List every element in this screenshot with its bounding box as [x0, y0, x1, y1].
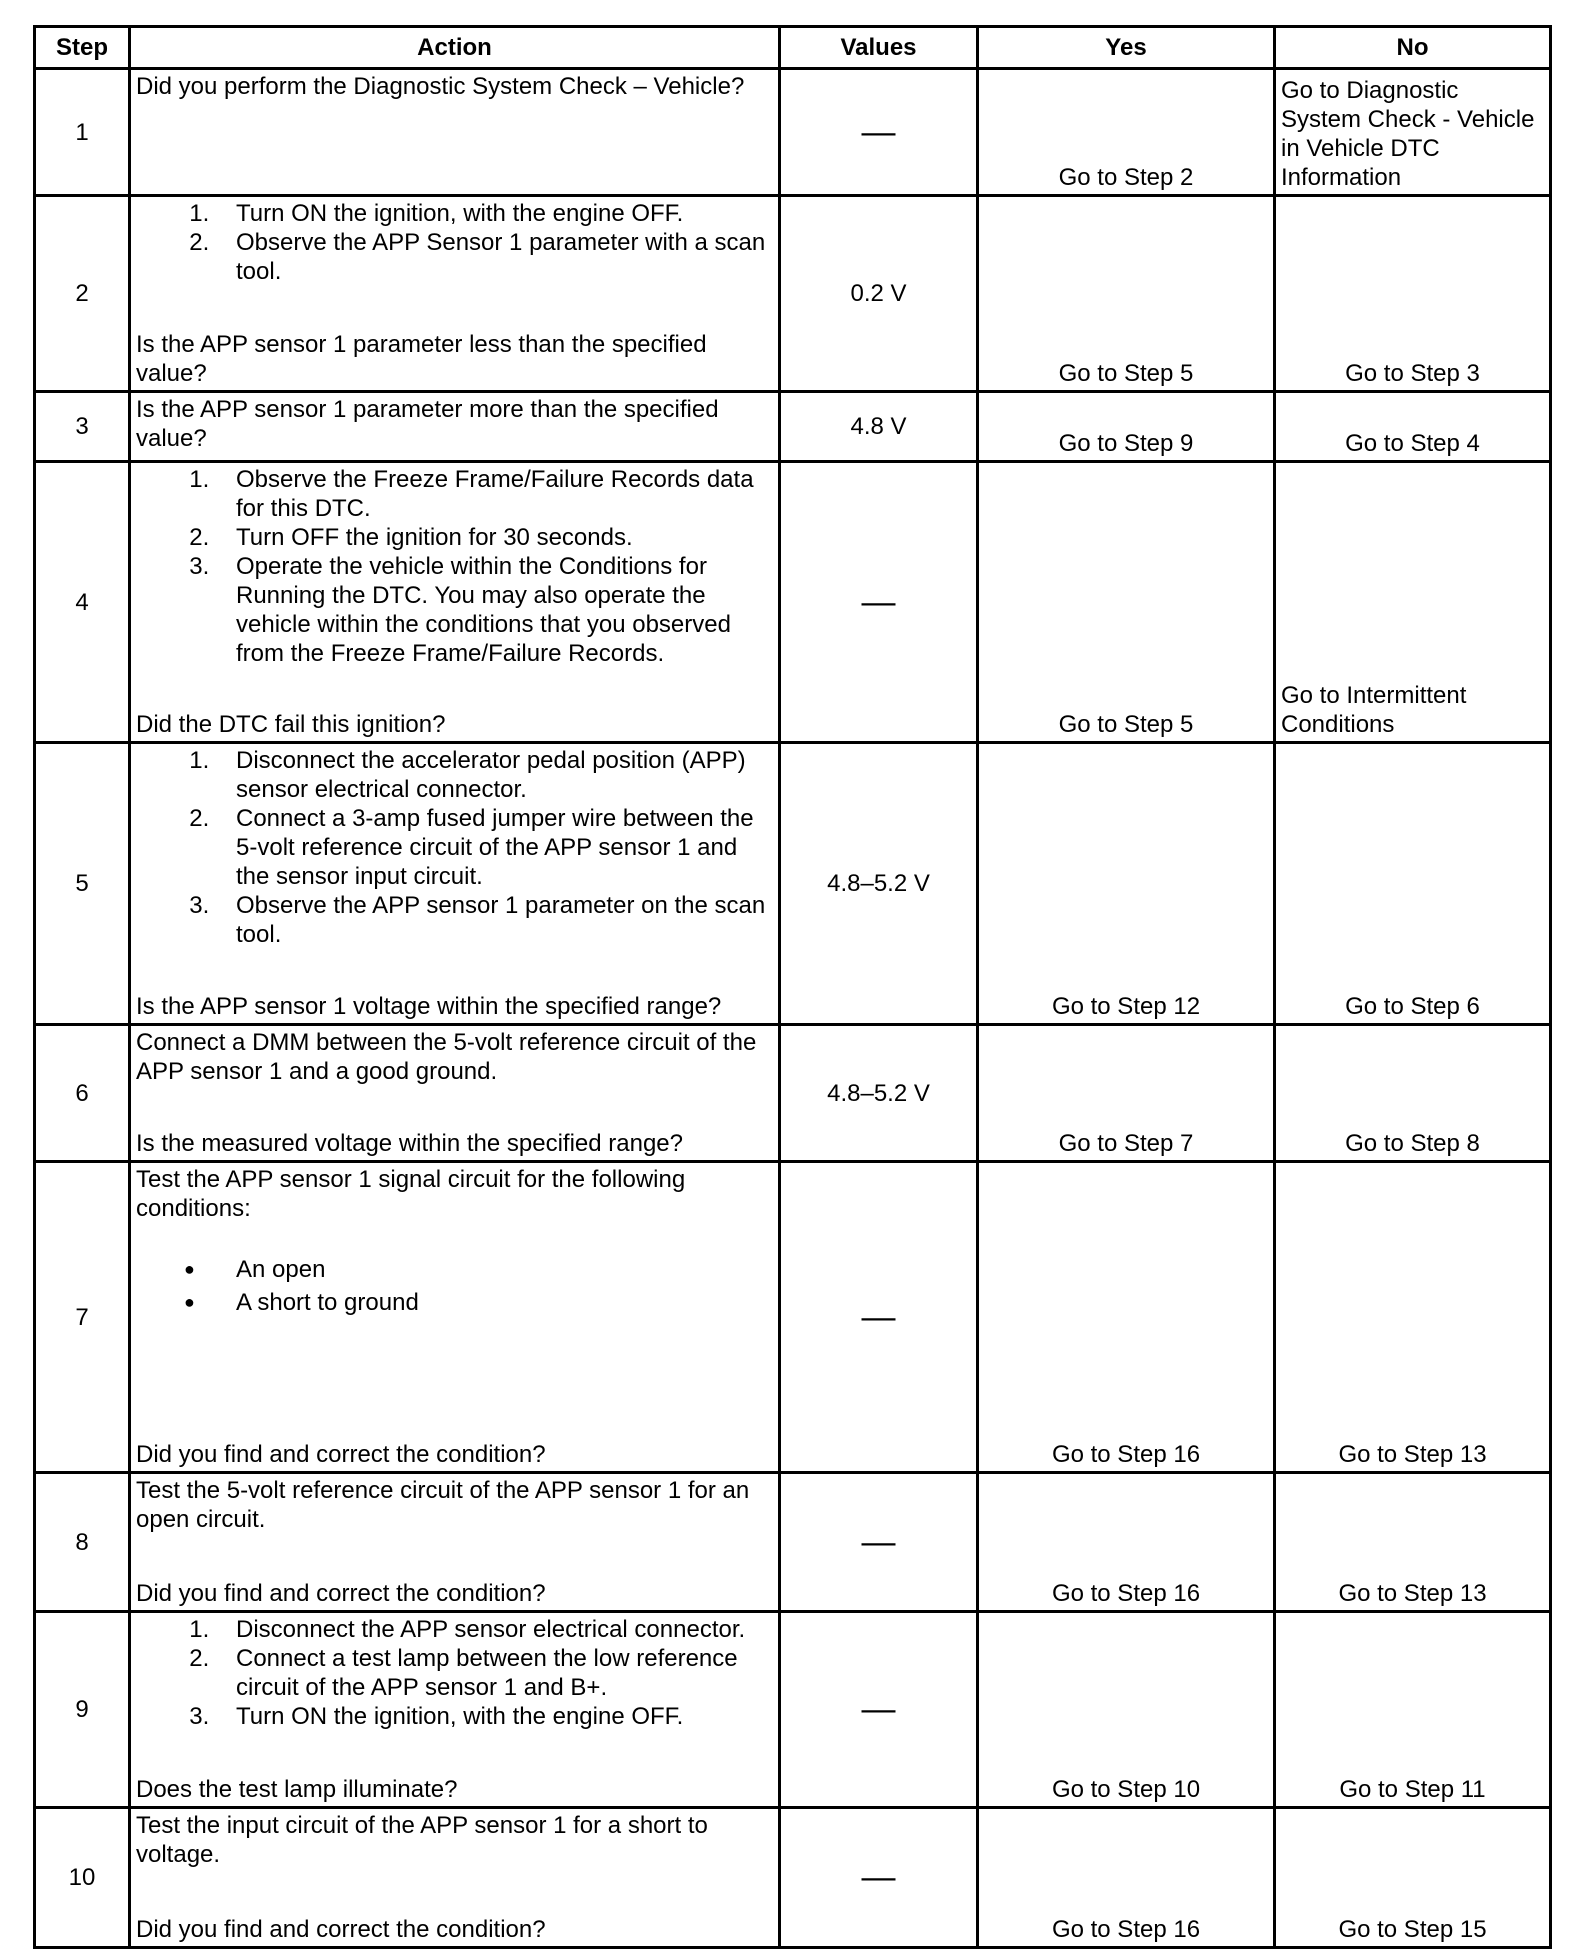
no-cell: Go to Step 8: [1275, 1025, 1551, 1162]
no-cell: Go to Step 4: [1275, 392, 1551, 462]
action-cell: [130, 1162, 780, 1473]
step-number: 6: [35, 1025, 130, 1162]
action-steps: [136, 746, 773, 949]
action-text: Test the input circuit of the APP sensor 1 for a short to voltage.: [136, 1812, 708, 1868]
step-number: 7: [35, 1162, 130, 1473]
action-step: 2. Connect a test lamp between the low reference circuit of the APP sensor 1 and B+.: [236, 1644, 773, 1702]
no-cell: Go to Step 11: [1275, 1612, 1551, 1808]
table-row: [35, 392, 1551, 462]
action-question: Does the test lamp illuminate?: [136, 1776, 458, 1803]
header-yes: Yes: [978, 27, 1275, 69]
no-cell: Go to Step 15: [1275, 1808, 1551, 1948]
action-question: Did you find and correct the condition?: [136, 1580, 546, 1607]
no-cell: Go to Step 13: [1275, 1162, 1551, 1473]
header-row: [35, 27, 1551, 69]
action-step: 1. Disconnect the APP sensor electrical connector.: [236, 1615, 773, 1644]
action-step: 2. Turn OFF the ignition for 30 seconds.: [236, 523, 773, 552]
action-question: Is the APP sensor 1 parameter more than the specified value?: [136, 396, 719, 452]
action-cell: [130, 743, 780, 1025]
action-question: Did the DTC fail this ignition?: [136, 711, 446, 738]
no-cell: Go to Step 6: [1275, 743, 1551, 1025]
step-number: 5: [35, 743, 130, 1025]
header-step: Step: [35, 27, 130, 69]
action-step: 1. Turn ON the ignition, with the engine OFF.: [236, 199, 773, 228]
condition-item: ● An open: [236, 1255, 773, 1284]
table-row: [35, 1473, 1551, 1612]
action-question: Is the APP sensor 1 voltage within the specified range?: [136, 993, 722, 1020]
step-number: 10: [35, 1808, 130, 1948]
action-text: Did you perform the Diagnostic System Check – Vehicle?: [136, 73, 745, 100]
value-cell: —: [780, 69, 978, 196]
action-steps: [136, 1615, 773, 1731]
value-cell: —: [780, 1808, 978, 1948]
table-row: [35, 1025, 1551, 1162]
action-question: Did you find and correct the condition?: [136, 1441, 546, 1468]
value-cell: 0.2 V: [780, 196, 978, 392]
action-cell: [130, 1808, 780, 1948]
action-step: 3. Observe the APP sensor 1 parameter on the scan tool.: [236, 891, 773, 949]
action-step: 1. Disconnect the accelerator pedal position (APP) sensor electrical connector.: [236, 746, 773, 804]
no-cell: Go to Intermittent Conditions: [1275, 462, 1551, 743]
action-question: Is the measured voltage within the specified range?: [136, 1130, 683, 1157]
action-cell: [130, 392, 780, 462]
action-step: 2. Connect a 3-amp fused jumper wire between the 5-volt reference circuit of the APP sensor 1 and the sensor input circuit.: [236, 804, 773, 891]
table-row: [35, 743, 1551, 1025]
action-question: Did you find and correct the condition?: [136, 1916, 546, 1943]
yes-cell: Go to Step 12: [978, 743, 1275, 1025]
header-action: Action: [130, 27, 780, 69]
action-question: Is the APP sensor 1 parameter less than the specified value?: [136, 331, 707, 387]
action-steps: [136, 465, 773, 668]
value-cell: —: [780, 1473, 978, 1612]
header-values: Values: [780, 27, 978, 69]
action-step: 3. Turn ON the ignition, with the engine OFF.: [236, 1702, 773, 1731]
no-cell: Go to Diagnostic System Check - Vehicle in Vehicle DTC Information: [1275, 69, 1551, 196]
value-cell: 4.8 V: [780, 392, 978, 462]
diagnostic-table: [33, 25, 1552, 1949]
action-cell: [130, 69, 780, 196]
action-cell: [130, 196, 780, 392]
no-cell: Go to Step 3: [1275, 196, 1551, 392]
step-number: 8: [35, 1473, 130, 1612]
step-number: 1: [35, 69, 130, 196]
yes-cell: Go to Step 5: [978, 196, 1275, 392]
step-number: 9: [35, 1612, 130, 1808]
yes-cell: Go to Step 9: [978, 392, 1275, 462]
action-cell: [130, 1612, 780, 1808]
action-text: Connect a DMM between the 5-volt reference circuit of the APP sensor 1 and a good ground.: [136, 1029, 757, 1085]
yes-cell: Go to Step 16: [978, 1162, 1275, 1473]
value-cell: —: [780, 1162, 978, 1473]
step-number: 2: [35, 196, 130, 392]
action-text: Test the 5-volt reference circuit of the APP sensor 1 for an open circuit.: [136, 1477, 750, 1533]
header-no: No: [1275, 27, 1551, 69]
table-row: [35, 196, 1551, 392]
table-row: [35, 1612, 1551, 1808]
no-cell: Go to Step 13: [1275, 1473, 1551, 1612]
step-number: 4: [35, 462, 130, 743]
table-row: [35, 462, 1551, 743]
action-steps: [136, 199, 773, 286]
value-cell: —: [780, 1612, 978, 1808]
table-row: [35, 1808, 1551, 1948]
value-cell: 4.8–5.2 V: [780, 1025, 978, 1162]
yes-cell: Go to Step 16: [978, 1473, 1275, 1612]
yes-cell: Go to Step 10: [978, 1612, 1275, 1808]
action-cell: [130, 1473, 780, 1612]
action-cell: [130, 1025, 780, 1162]
condition-item: ● A short to ground: [236, 1288, 773, 1317]
yes-cell: Go to Step 7: [978, 1025, 1275, 1162]
action-text: Test the APP sensor 1 signal circuit for the following conditions:: [136, 1166, 686, 1222]
value-cell: —: [780, 462, 978, 743]
yes-cell: Go to Step 16: [978, 1808, 1275, 1948]
condition-list: [136, 1255, 773, 1317]
yes-cell: Go to Step 2: [978, 69, 1275, 196]
action-cell: [130, 462, 780, 743]
action-step: 2. Observe the APP Sensor 1 parameter with a scan tool.: [236, 228, 773, 286]
table-row: [35, 69, 1551, 196]
action-step: 3. Operate the vehicle within the Conditions for Running the DTC. You may also operate the vehicle within the conditions that you observed from the Freeze Frame/Failure Records.: [236, 552, 773, 668]
value-cell: 4.8–5.2 V: [780, 743, 978, 1025]
yes-cell: Go to Step 5: [978, 462, 1275, 743]
action-step: 1. Observe the Freeze Frame/Failure Records data for this DTC.: [236, 465, 773, 523]
table-row: [35, 1162, 1551, 1473]
step-number: 3: [35, 392, 130, 462]
